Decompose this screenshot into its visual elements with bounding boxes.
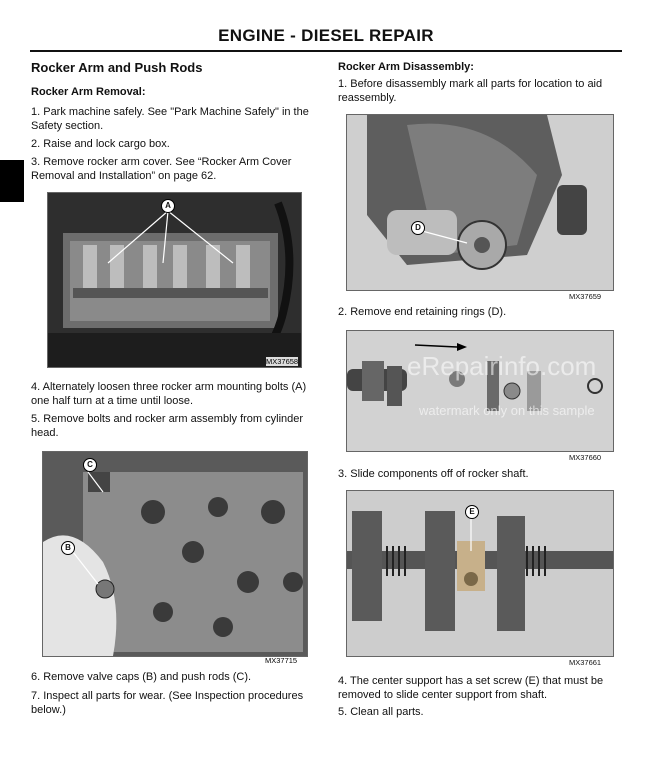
removal-heading: Rocker Arm Removal: <box>31 86 146 98</box>
section-title: Rocker Arm and Push Rods <box>31 60 203 75</box>
figure-code: MX37715 <box>265 656 298 665</box>
disassembly-step-3-text: 3. Slide components off of rocker shaft. <box>338 468 529 480</box>
center-support-photo <box>347 491 613 656</box>
figure-rocker-shaft-parts <box>346 330 614 452</box>
step-2-text: 2. Raise and lock cargo box. <box>31 138 170 150</box>
figure-valve-caps-push-rods <box>42 451 308 665</box>
figure-rocker-arm-assembly <box>47 192 302 368</box>
callout-a: A <box>161 199 175 213</box>
figure-code: MX37659 <box>569 292 602 301</box>
rocker-end-photo <box>347 115 613 290</box>
figure-code: MX37660 <box>569 453 602 462</box>
engine-photo <box>48 193 301 367</box>
disassembly-step-4-text: 4. The center support has a set screw (E) that must be removed to slide center support from shaft. <box>338 675 604 701</box>
step-7-text: 7. Inspect all parts for wear. (See Inspection procedures below.) <box>31 690 304 716</box>
callout-e: E <box>465 505 479 519</box>
page-header-title: ENGINE - DIESEL REPAIR <box>218 26 434 45</box>
step-1-text: 1. Park machine safely. See "Park Machine Safely" in the Safety section. <box>31 106 309 132</box>
figure-center-support <box>346 490 614 657</box>
step-5-text: 5. Remove bolts and rocker arm assembly from cylinder head. <box>31 413 304 439</box>
header-rule <box>30 50 622 52</box>
callout-b: B <box>61 541 75 555</box>
section-side-tab <box>0 160 24 202</box>
disassembly-step-5-text: 5. Clean all parts. <box>338 706 424 718</box>
step-4-text: 4. Alternately loosen three rocker arm mounting bolts (A) one half turn at a time until loose. <box>31 381 307 407</box>
step-6-text: 6. Remove valve caps (B) and push rods (C). <box>31 671 252 683</box>
figure-code: MX37658 <box>266 357 299 366</box>
figure-code: MX37661 <box>569 658 602 667</box>
watermark-note: watermark only on this sample <box>419 403 595 418</box>
disassembly-heading: Rocker Arm Disassembly: <box>338 61 474 73</box>
disassembly-step-1-text: 1. Before disassembly mark all parts for location to aid reassembly. <box>338 78 603 104</box>
watermark-text: eRepairinfo.com <box>407 351 597 381</box>
disassembly-step-2-text: 2. Remove end retaining rings (D). <box>338 306 507 318</box>
step-3-text: 3. Remove rocker arm cover. See “Rocker Arm Cover Removal and Installation” on page 62. <box>31 156 292 182</box>
shaft-parts-photo <box>347 331 613 451</box>
callout-c: C <box>83 458 97 472</box>
figure-retaining-rings <box>346 114 614 291</box>
cylinder-head-photo <box>43 452 307 656</box>
callout-d: D <box>411 221 425 235</box>
